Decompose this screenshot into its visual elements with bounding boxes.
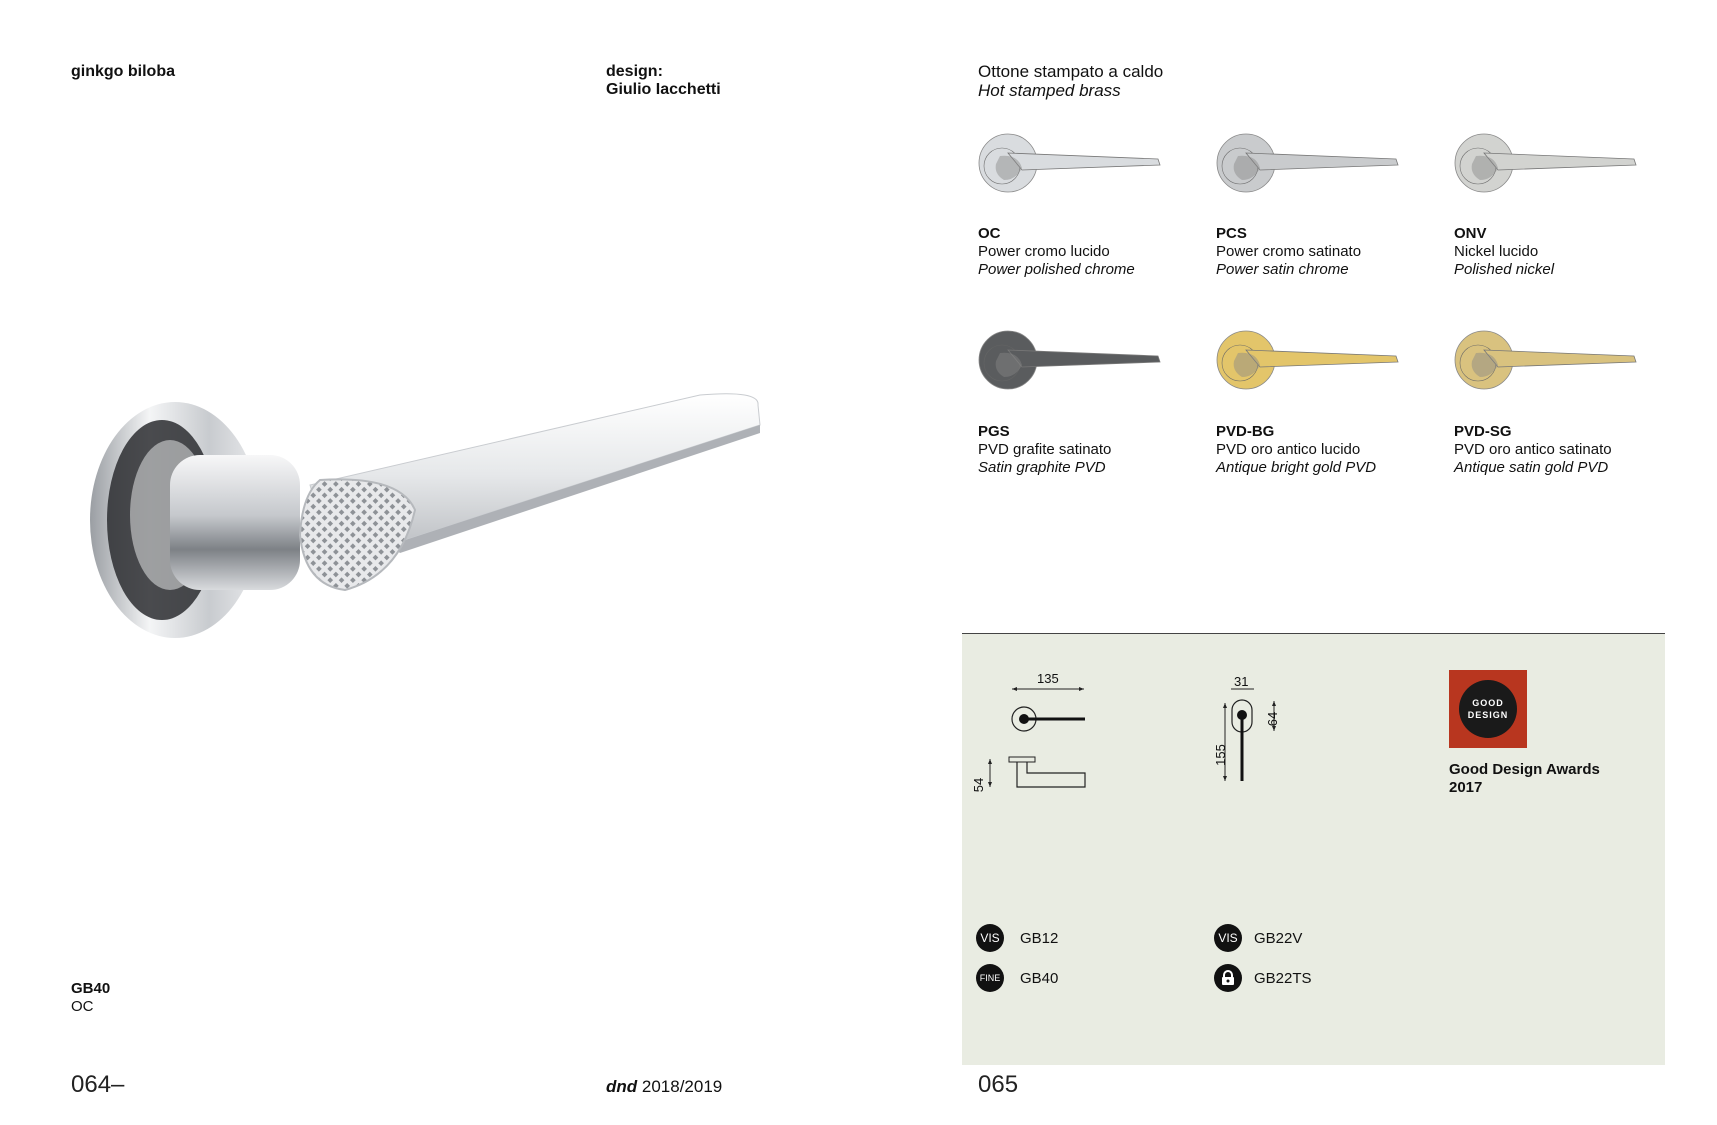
- model-finish: OC: [71, 998, 94, 1015]
- lever-dimension-drawing: [972, 669, 1092, 804]
- finish-code: PCS: [1216, 225, 1247, 242]
- variant-code-gb22ts: GB22TS: [1254, 970, 1312, 987]
- fine-badge-icon: FINE: [976, 964, 1004, 992]
- finish-code: ONV: [1454, 225, 1487, 242]
- finish-label-pgs: [978, 423, 1198, 477]
- finish-label-pcs: [1216, 225, 1436, 279]
- main-handle-image: [70, 385, 770, 655]
- material-english: Hot stamped brass: [978, 81, 1121, 100]
- good-design-logo: [1449, 670, 1527, 748]
- finish-name-it: PVD oro antico lucido: [1216, 441, 1361, 458]
- award-year: 2017: [1449, 779, 1483, 796]
- finish-name-en: Power satin chrome: [1216, 261, 1349, 278]
- model-caption: [71, 980, 110, 1016]
- finish-label-onv: [1454, 225, 1674, 279]
- left-page-number: 064–: [71, 1071, 125, 1098]
- finish-name-en: Polished nickel: [1454, 261, 1555, 278]
- award-seal-line2: DESIGN: [1467, 710, 1509, 720]
- finish-handle-image-pvd-bg: [1216, 325, 1401, 395]
- finish-name-en: Satin graphite PVD: [978, 459, 1106, 476]
- finish-name-it: Nickel lucido: [1454, 243, 1539, 260]
- finish-label-pvd-sg: [1454, 423, 1674, 477]
- vis-badge-icon: VIS: [976, 924, 1004, 952]
- finish-code: PVD-SG: [1454, 423, 1512, 440]
- finish-handle-image-onv: [1454, 128, 1639, 198]
- dim-hole-label: 64: [1265, 711, 1281, 727]
- material-italian: Ottone stampato a caldo: [978, 62, 1164, 81]
- finish-code: OC: [978, 225, 1001, 242]
- collection-title: ginkgo biloba: [71, 63, 175, 80]
- finish-name-it: Power cromo lucido: [978, 243, 1110, 260]
- finish-handle-image-pgs: [978, 325, 1163, 395]
- dim-plate-width-label: 31: [1234, 674, 1249, 689]
- design-label: design:: [606, 63, 663, 80]
- finish-handle-image-pvd-sg: [1454, 325, 1639, 395]
- finish-label-pvd-bg: [1216, 423, 1436, 477]
- finish-code: PVD-BG: [1216, 423, 1275, 440]
- award-seal-line1: GOOD: [1472, 698, 1504, 708]
- vis-badge-icon: VIS: [1214, 924, 1242, 952]
- designer-name: Giulio Iacchetti: [606, 81, 721, 98]
- model-code: GB40: [71, 980, 111, 997]
- finish-name-it: PVD grafite satinato: [978, 441, 1112, 458]
- material-info: [978, 62, 1163, 100]
- footer-brand: [606, 1077, 722, 1097]
- finish-name-it: PVD oro antico satinato: [1454, 441, 1612, 458]
- lock-icon: [1214, 964, 1242, 992]
- award-name: Good Design Awards: [1449, 761, 1600, 778]
- variant-code-gb22v: GB22V: [1254, 930, 1303, 947]
- dim-rosette-label: 54: [971, 777, 987, 793]
- dim-plate-height-label: 155: [1212, 744, 1228, 766]
- right-page-number: 065: [978, 1071, 1019, 1098]
- award-seal: [1459, 680, 1517, 738]
- finish-label-oc: [978, 225, 1198, 279]
- finish-name-it: Power cromo satinato: [1216, 243, 1362, 260]
- finish-code: PGS: [978, 423, 1010, 440]
- variant-code-gb40: GB40: [1020, 970, 1059, 987]
- design-credit: [606, 63, 721, 99]
- finish-name-en: Antique satin gold PVD: [1454, 459, 1609, 476]
- finish-name-en: Power polished chrome: [978, 261, 1135, 278]
- variant-code-gb12: GB12: [1020, 930, 1059, 947]
- brand-name: dnd: [606, 1077, 638, 1096]
- dim-length-label: 135: [1037, 671, 1059, 686]
- award-caption: [1449, 761, 1600, 797]
- technical-panel: [962, 633, 1665, 1065]
- finish-name-en: Antique bright gold PVD: [1216, 459, 1377, 476]
- finish-handle-image-oc: [978, 128, 1163, 198]
- catalog-year: 2018/2019: [641, 1077, 723, 1096]
- finish-handle-image-pcs: [1216, 128, 1401, 198]
